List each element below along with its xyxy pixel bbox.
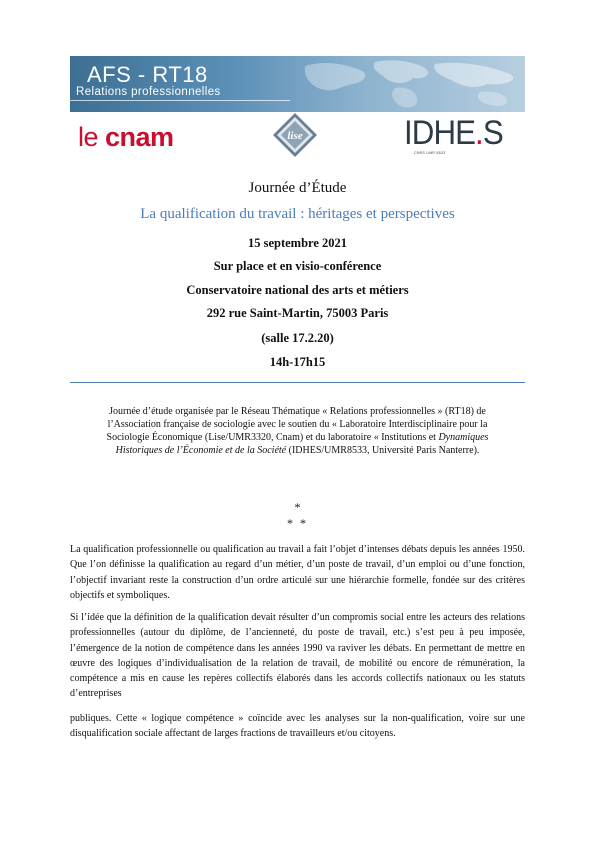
idhes-logo-s: S — [482, 114, 503, 152]
afs-rt18-banner — [70, 56, 525, 112]
event-date: 15 septembre 2021 — [247, 236, 348, 250]
header-divider — [70, 382, 525, 383]
event-time: 14h-17h15 — [269, 355, 326, 369]
idhes-logo — [404, 114, 503, 153]
idhes-logo-main: IDHE — [404, 114, 476, 152]
event-type-heading: Journée d’Étude — [248, 180, 347, 196]
le-cnam-logo-light: le — [78, 122, 106, 152]
event-address: 292 rue Saint-Martin, 75003 Paris — [206, 306, 389, 320]
body-paragraph-3: publiques. Cette « logique compétence » coïncide avec les analyses sur la non-qualification, voire sur une disqualification sociale affectant de larges fractions de travailleurs et/ou citoyens. — [70, 713, 525, 740]
body-paragraph-2: Si l’idée que la définition de la qualification devait résulter d’un compromis social entre les acteurs des relations professionnelles (autour du diplôme, de l’ancienneté, du poste de travail, etc.) s’est peu à peu imposée, l’émergence de la notion de compétence dans les années 1990 va raviver les débats. En permettant de mettre en œuvre des logiques d’individualisation de la relation de travail, de mobilité ou encore de rémunération, la compétence a mis en cause les repères collectifs élaborés dans les accords collectifs nationaux ou les statuts d’entreprises — [70, 612, 525, 700]
banner-underline — [70, 100, 290, 101]
event-title: La qualification du travail : héritages et perspectives — [140, 206, 455, 222]
event-venue: Conservatoire national des arts et métiers — [186, 283, 409, 297]
lise-logo-text: lise — [287, 130, 303, 142]
asterism-bottom: * * — [287, 516, 308, 530]
le-cnam-logo — [78, 122, 174, 153]
lise-logo — [272, 112, 318, 158]
le-cnam-logo-bold: cnam — [105, 122, 174, 152]
organizers-text-part2: (IDHES/UMR8533, Université Paris Nanterre). — [286, 445, 480, 456]
banner-title: AFS - RT18 — [87, 62, 208, 87]
idhes-logo-dot: . — [475, 114, 483, 152]
organizers-text-italic: Dynamiques Historiques de l’Économie et de la Société — [115, 432, 489, 456]
world-map-graphic — [265, 56, 525, 112]
event-mode: Sur place et en visio-conférence — [213, 259, 382, 273]
body-paragraph-1: La qualification professionnelle ou qualification au travail a fait l’objet d’intenses débats depuis les années 1950. Que l’on définisse la qualification au regard d’un métier, d’un poste de travail, d’un emploi ou d’une fonction, l’objectif invariant reste la construction d’un ordre articulé sur une hiérarchie formelle, fondée sur des critères objectifs et symboliques. — [70, 544, 525, 601]
banner-subtitle: Relations professionnelles — [76, 86, 221, 98]
organizers-statement — [92, 405, 503, 457]
event-room: (salle 17.2.20) — [261, 331, 334, 345]
asterism-top: * — [294, 500, 301, 514]
organizers-text-part1: Journée d’étude organisée par le Réseau Thématique « Relations professionnelles » (RT18) de l’Association française de sociologie avec le soutien du « Laboratoire Interdisciplinaire pour la Sociologie Économique (Lise/UMR3320, Cnam) et du laboratoire « Institutions et — [106, 406, 488, 443]
idhes-logo-subtitle: CNRS UMR 8533 — [414, 151, 446, 155]
